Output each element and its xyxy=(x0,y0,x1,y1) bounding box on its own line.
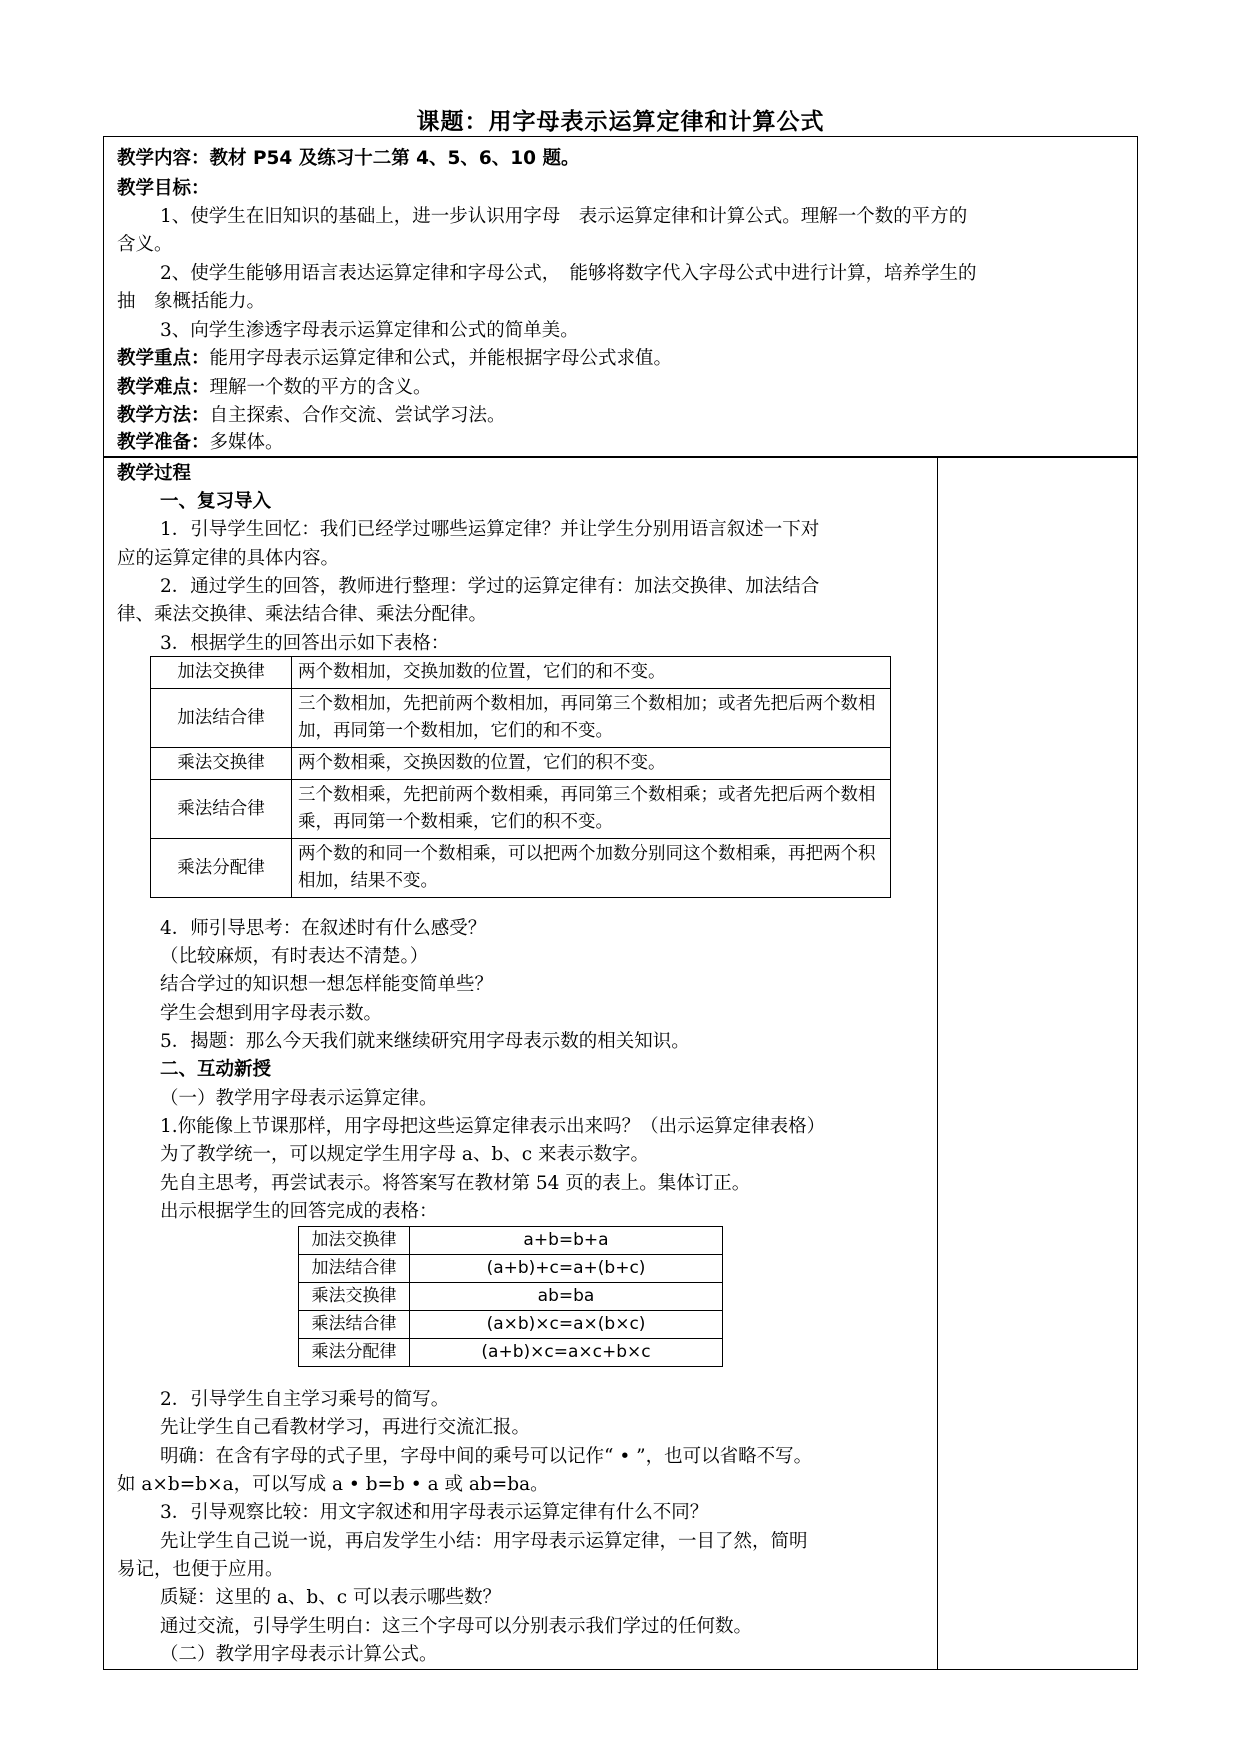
law-line-1: 两个数相乘，交换因数的位置，它们的积不变。 xyxy=(298,753,666,773)
formula-value: a+b=b+a xyxy=(410,1227,723,1255)
goal-label: 教学目标： xyxy=(117,178,210,199)
difficulty-row xyxy=(117,374,432,401)
prep-text: 多媒体。 xyxy=(209,432,284,453)
formula-law-name: 加法结合律 xyxy=(299,1255,410,1283)
goal-1b: 含义。 xyxy=(117,234,173,255)
section-2-heading: 二、互动新授 xyxy=(160,1059,272,1080)
law-line-1: 两个数相加，交换加数的位置，它们的和不变。 xyxy=(298,662,666,682)
new-step-3-summary-b: 易记，也便于应用。 xyxy=(117,1559,284,1580)
table-row xyxy=(151,839,891,898)
new-step-1: 1.你能像上节课那样，用字母把这些运算定律表示出来吗？（出示运算定律表格） xyxy=(160,1116,826,1137)
formula-value: (a+b)+c=a+(b+c) xyxy=(410,1255,723,1283)
section-1-heading: 一、复习导入 xyxy=(160,491,272,512)
formula-value: ab=ba xyxy=(410,1283,723,1311)
law-description xyxy=(292,657,891,689)
new-step-2-rule: 明确：在含有字母的式子里，字母中间的乘号可以记作“ • ”，也可以省略不写。 xyxy=(160,1446,813,1467)
method-row xyxy=(117,402,506,429)
table-row xyxy=(151,780,891,839)
step-4: 4．师引导思考：在叙述时有什么感受？ xyxy=(160,918,487,939)
step-2a: 2．通过学生的回答，教师进行整理：学过的运算定律有：加法交换律、加法结合 xyxy=(160,576,820,597)
law-line-1: 三个数相加，先把前两个数相加，再同第三个数相加；或者先把后两个数相 xyxy=(298,694,876,714)
new-step-2-note: 先让学生自己看教材学习，再进行交流汇报。 xyxy=(160,1417,531,1438)
prep-label: 教学准备： xyxy=(117,432,210,453)
law-name: 乘法结合律 xyxy=(151,780,292,839)
content-row xyxy=(117,145,579,172)
goal-2a: 2、使学生能够用语言表达运算定律和字母公式， 能够将数字代入字母公式中进行计算，培养学生的 xyxy=(160,263,977,284)
law-name: 乘法分配律 xyxy=(151,839,292,898)
notes-column-divider xyxy=(937,456,938,1670)
method-text: 自主探索、合作交流、尝试学习法。 xyxy=(209,405,506,426)
step-1a: 1．引导学生回忆：我们已经学过哪些运算定律？并让学生分别用语言叙述一下对 xyxy=(160,519,820,540)
table-row xyxy=(151,748,891,780)
formula-table xyxy=(298,1226,723,1367)
table-row xyxy=(299,1311,723,1339)
laws-table xyxy=(150,656,891,898)
new-step-2: 2．引导学生自主学习乘号的简写。 xyxy=(160,1389,450,1410)
key-text: 能用字母表示运算定律和公式，并能根据字母公式求值。 xyxy=(209,348,673,369)
table-row xyxy=(299,1283,723,1311)
law-description xyxy=(292,839,891,898)
subsection-1: （一）教学用字母表示运算定律。 xyxy=(160,1088,438,1109)
step-3: 3．根据学生的回答出示如下表格： xyxy=(160,633,450,654)
prep-row xyxy=(117,429,284,456)
new-step-1-task: 先自主思考，再尝试表示。将答案写在教材第 54 页的表上。集体订正。 xyxy=(160,1173,751,1194)
table-row xyxy=(299,1339,723,1367)
new-step-1-note: 为了教学统一，可以规定学生用字母 a、b、c 来表示数字。 xyxy=(160,1144,649,1165)
formula-law-name: 乘法分配律 xyxy=(299,1339,410,1367)
process-heading: 教学过程 xyxy=(117,463,192,484)
law-line-2: 乘，再同第一个数相乘，它们的积不变。 xyxy=(298,812,613,832)
law-name: 加法交换律 xyxy=(151,657,292,689)
table-row xyxy=(151,689,891,748)
law-line-1: 三个数相乘，先把前两个数相乘，再同第三个数相乘；或者先把后两个数相 xyxy=(298,785,876,805)
formula-value: (a×b)×c=a×(b×c) xyxy=(410,1311,723,1339)
page-title: 课题：用字母表示运算定律和计算公式 xyxy=(416,109,825,135)
step-4-answer: （比较麻烦，有时表达不清楚。） xyxy=(160,946,429,967)
new-step-3-question: 质疑：这里的 a、b、c 可以表示哪些数？ xyxy=(160,1587,501,1608)
method-label: 教学方法： xyxy=(117,405,210,426)
table-row xyxy=(151,657,891,689)
law-description xyxy=(292,748,891,780)
law-line-1: 两个数的和同一个数相乘，可以把两个加数分别同这个数相乘，再把两个积 xyxy=(298,844,876,864)
new-step-3-summary-a: 先让学生自己说一说，再启发学生小结：用字母表示运算定律，一目了然，简明 xyxy=(160,1531,808,1552)
subsection-2: （二）教学用字母表示计算公式。 xyxy=(160,1644,438,1665)
content-text: 教材 P54 及练习十二第 4、5、6、10 题。 xyxy=(209,148,580,169)
goal-2b: 抽 象概括能力。 xyxy=(117,291,266,312)
law-description xyxy=(292,689,891,748)
law-description xyxy=(292,780,891,839)
formula-law-name: 乘法结合律 xyxy=(299,1311,410,1339)
difficulty-label: 教学难点： xyxy=(117,377,210,398)
law-line-2: 相加，结果不变。 xyxy=(298,871,438,891)
step-4-response: 学生会想到用字母表示数。 xyxy=(160,1003,383,1024)
law-name: 乘法交换律 xyxy=(151,748,292,780)
goal-1a: 1、使学生在旧知识的基础上，进一步认识用字母 表示运算定律和计算公式。理解一个数的平方的 xyxy=(160,206,968,227)
step-4-question: 结合学过的知识想一想怎样能变简单些？ xyxy=(160,974,494,995)
formula-law-name: 加法交换律 xyxy=(299,1227,410,1255)
law-name: 加法结合律 xyxy=(151,689,292,748)
key-label: 教学重点： xyxy=(117,348,210,369)
formula-value: (a+b)×c=a×c+b×c xyxy=(410,1339,723,1367)
new-step-3: 3．引导观察比较：用文字叙述和用字母表示运算定律有什么不同？ xyxy=(160,1502,709,1523)
content-label: 教学内容： xyxy=(117,148,210,169)
difficulty-text: 理解一个数的平方的含义。 xyxy=(209,377,432,398)
new-step-3-answer: 通过交流，引导学生明白：这三个字母可以分别表示我们学过的任何数。 xyxy=(160,1616,753,1637)
key-row xyxy=(117,345,672,372)
new-step-1-show: 出示根据学生的回答完成的表格： xyxy=(160,1201,438,1222)
step-5: 5．揭题：那么今天我们就来继续研究用字母表示数的相关知识。 xyxy=(160,1031,690,1052)
table-row xyxy=(299,1227,723,1255)
table-row xyxy=(299,1255,723,1283)
law-line-2: 加，再同第一个数相加，它们的和不变。 xyxy=(298,721,613,741)
step-2b: 律、乘法交换律、乘法结合律、乘法分配律。 xyxy=(117,604,488,625)
formula-law-name: 乘法交换律 xyxy=(299,1283,410,1311)
goal-3: 3、向学生渗透字母表示运算定律和公式的简单美。 xyxy=(160,320,579,341)
step-1b: 应的运算定律的具体内容。 xyxy=(117,548,340,569)
new-step-2-example: 如 a×b=b×a，可以写成 a • b=b • a 或 ab=ba。 xyxy=(117,1474,549,1495)
